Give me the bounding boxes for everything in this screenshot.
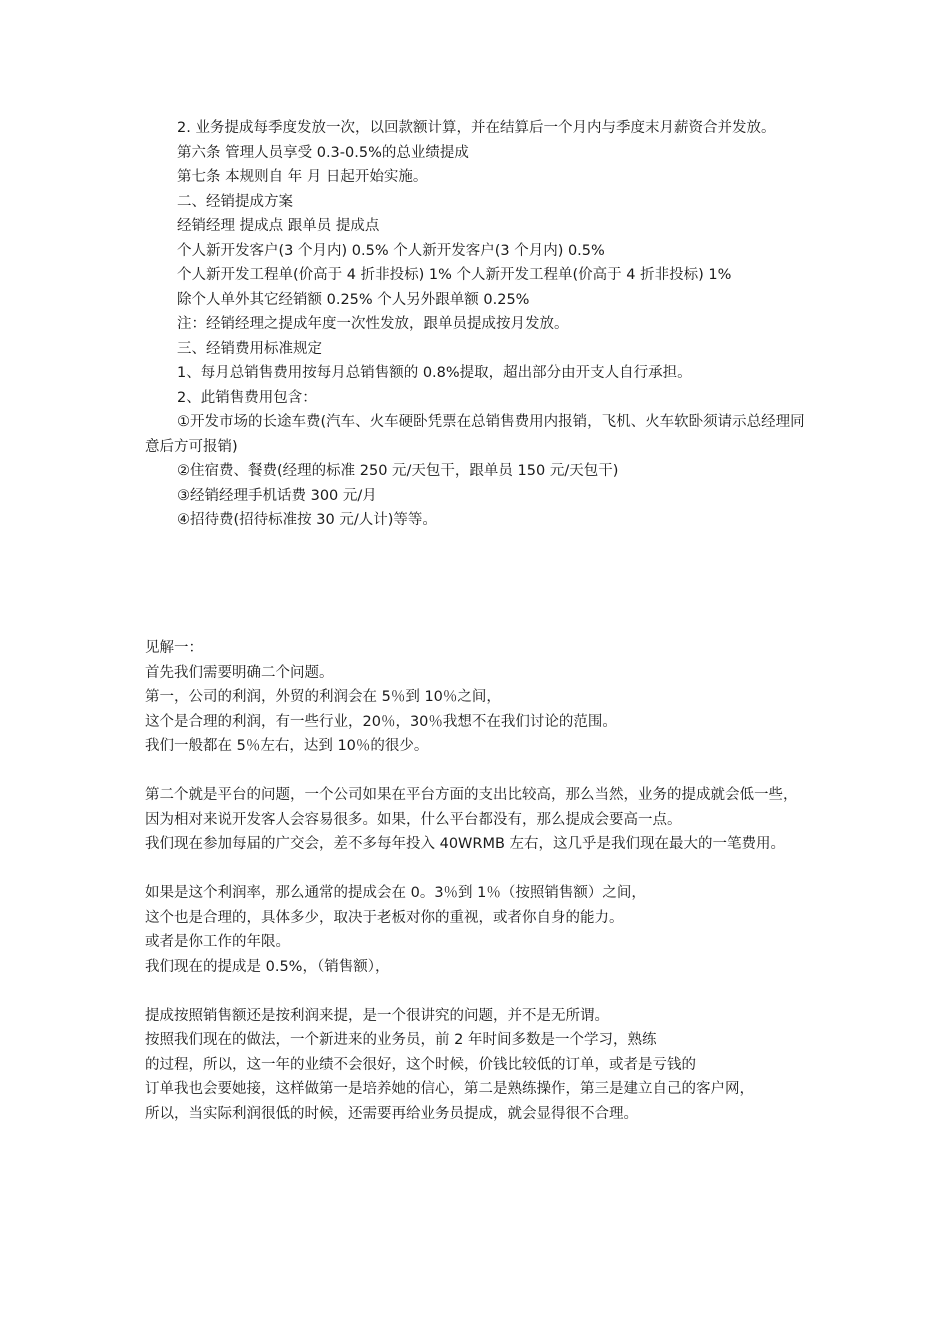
opinion-p3-line: 这个也是合理的，具体多少，取决于老板对你的重视，或者你自身的能力。 xyxy=(145,909,624,926)
opinion-p4-line: 订单我也会要她接，这样做第一是培养她的信心，第二是熟练操作，第三是建立自己的客户网， xyxy=(145,1081,754,1097)
expense-item-phone: ③经销经理手机话费 300 元/月 xyxy=(177,487,377,504)
commission-row-new-client: 个人新开发客户(3 个月内) 0.5% 个人新开发客户(3 个月内) 0.5% xyxy=(177,242,605,259)
expense-item-travel: ①开发市场的长途车费(汽车、火车硬卧凭票在总销售费用内报销，飞机、火车软卧须请示总经理同意后方可报销) xyxy=(145,414,805,455)
expense-item-entertainment: ④招待费(招待标准按 30 元/人计)等等。 xyxy=(177,512,437,528)
opinion-p1-line: 我们一般都在 5％左右，达到 10％的很少。 xyxy=(145,738,429,754)
opinion-p3-line: 如果是这个利润率，那么通常的提成会在 0。3％到 1％（按照销售额）之间， xyxy=(145,885,646,901)
commission-note: 注：经销经理之提成年度一次性发放，跟单员提成按月发放。 xyxy=(177,316,569,332)
paragraph-gap xyxy=(145,857,813,882)
opinion-section xyxy=(145,636,813,1126)
opinion-p3-line: 或者是你工作的年限。 xyxy=(145,934,290,950)
expense-standard-heading: 三、经销费用标准规定 xyxy=(177,340,322,357)
opinion-p2-line: 因为相对来说开发客人会容易很多。如果，什么平台都没有，那么提成会要高一点。 xyxy=(145,811,682,828)
commission-row-new-project: 个人新开发工程单(价高于 4 折非投标) 1% 个人新开发工程单(价高于 4 折非投标) 1% xyxy=(177,267,732,283)
opinion-p4-line: 所以，当实际利润很低的时候，还需要再给业务员提成，就会显得很不合理。 xyxy=(145,1105,638,1122)
opinion-p1-line: 第一，公司的利润，外贸的利润会在 5％到 10％之间， xyxy=(145,689,501,705)
opinion-p4-line: 按照我们现在的做法，一个新进来的业务员，前 2 年时间多数是一个学习，熟练 xyxy=(145,1032,657,1048)
distribution-commission-heading: 二、经销提成方案 xyxy=(177,193,293,210)
paragraph-gap xyxy=(145,759,813,784)
opinion-p4-line: 的过程，所以，这一年的业绩不会很好，这个时候，价钱比较低的订单，或者是亏钱的 xyxy=(145,1056,696,1073)
article-seven-line: 第七条 本规则自 年 月 日起开始实施。 xyxy=(177,169,428,185)
opinion-p2-line: 第二个就是平台的问题，一个公司如果在平台方面的支出比较高，那么当然，业务的提成就会低一些， xyxy=(145,787,798,803)
opinion-p3-line: 我们现在的提成是 0.5%，（销售额）， xyxy=(145,958,390,975)
article-six-line: 第六条 管理人员享受 0.3-0.5%的总业绩提成 xyxy=(177,144,469,161)
commission-row-other: 除个人单外其它经销额 0.25% 个人另外跟单额 0.25% xyxy=(177,291,530,308)
opinion-p1-line: 首先我们需要明确二个问题。 xyxy=(145,664,334,681)
quarterly-payout-paragraph: 2. 业务提成每季度发放一次，以回款额计算，并在结算后一个月内与季度末月薪资合并发放。 xyxy=(177,120,776,136)
commission-table-header: 经销经理 提成点 跟单员 提成点 xyxy=(177,218,380,234)
expense-rule-one: 1、每月总销售费用按每月总销售额的 0.8%提取，超出部分由开支人自行承担。 xyxy=(177,365,692,381)
opinion-heading: 见解一： xyxy=(145,640,203,656)
opinion-p2-line: 我们现在参加每届的广交会，差不多每年投入 40WRMB 左右，这几乎是我们现在最大的一笔费用。 xyxy=(145,836,786,852)
paragraph-gap xyxy=(145,979,813,1004)
opinion-p1-line: 这个是合理的利润，有一些行业，20％，30％我想不在我们讨论的范围。 xyxy=(145,713,617,730)
commission-rules-section xyxy=(145,116,813,533)
expense-rule-two: 2、此销售费用包含： xyxy=(177,389,317,406)
expense-item-lodging: ②住宿费、餐费(经理的标准 250 元/天包干，跟单员 150 元/天包干) xyxy=(177,463,619,479)
opinion-p4-line: 提成按照销售额还是按利润来提，是一个很讲究的问题，并不是无所谓。 xyxy=(145,1007,609,1024)
